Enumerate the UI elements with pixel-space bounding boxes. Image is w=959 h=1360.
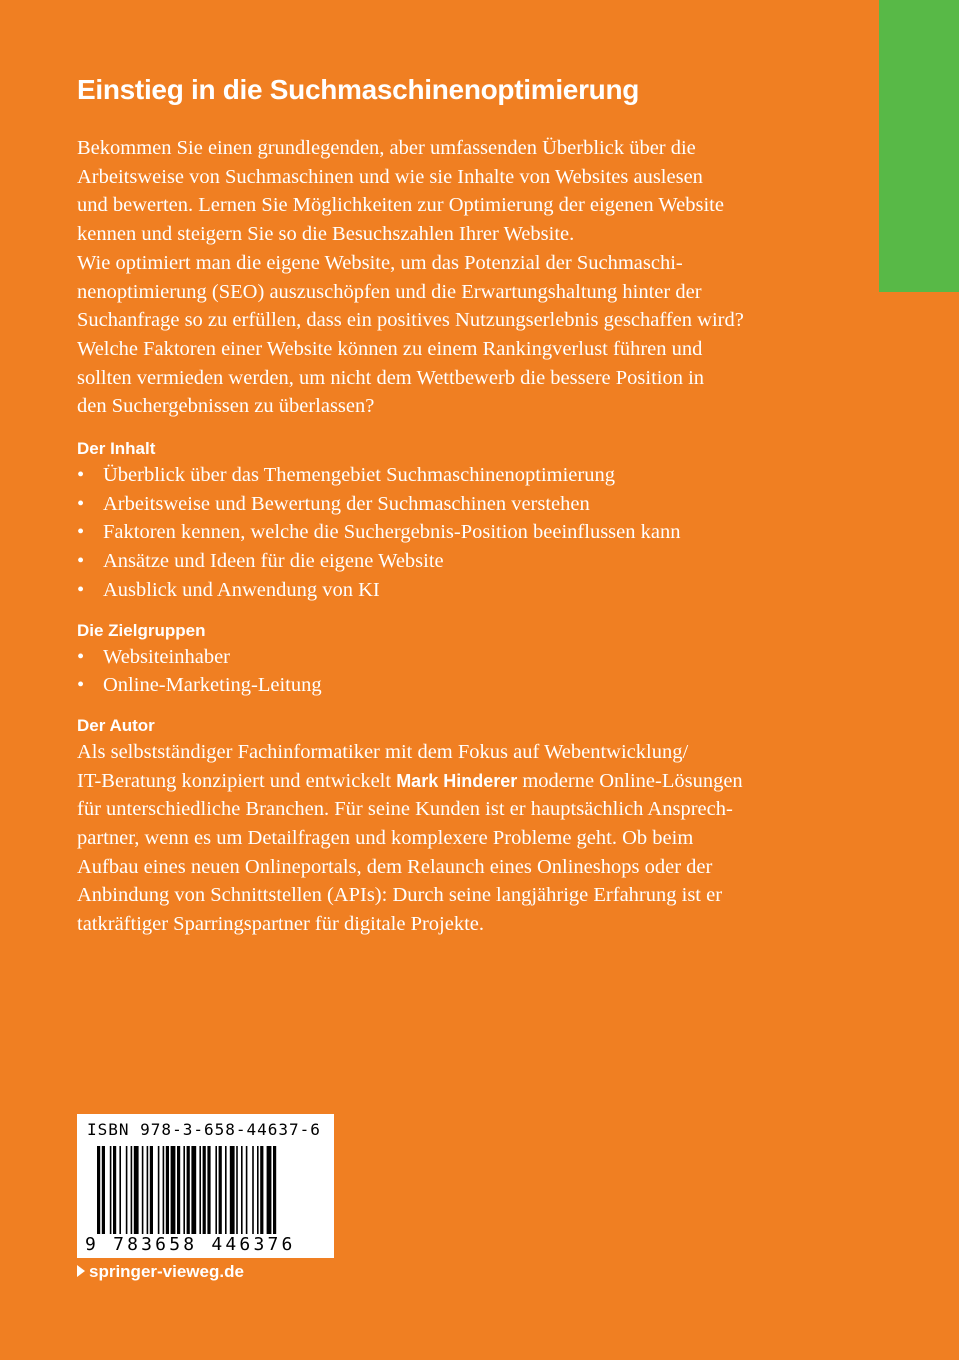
list-item: • Websiteinhaber — [77, 643, 807, 672]
intro-line: Welche Faktoren einer Website können zu einem Rankingverlust führen und — [77, 337, 703, 360]
list-item: • Ausblick und Anwendung von KI — [77, 576, 807, 605]
autor-line: tatkräftiger Sparringspartner für digitale Projekte. — [77, 913, 485, 936]
autor-line: Anbindung von Schnittstellen (APIs): Durch seine langjährige Erfahrung ist er — [77, 884, 723, 907]
author-name: Mark Hinderer — [396, 770, 518, 791]
barcode-bars-icon — [97, 1146, 323, 1234]
triangle-right-icon — [77, 1265, 85, 1277]
list-item: • Faktoren kennen, welche die Suchergebnis-Position beeinflussen kann — [77, 518, 807, 547]
intro-line: kennen und steigern Sie so die Besuchszahlen Ihrer Website. — [77, 223, 575, 246]
intro-line: den Suchergebnissen zu überlassen? — [77, 395, 375, 418]
intro-line: Arbeitsweise von Suchmaschinen und wie sie Inhalte von Websites auslesen — [77, 165, 703, 188]
isbn-barcode — [77, 1114, 334, 1258]
intro-line: Bekommen Sie einen grundlegenden, aber umfassenden Überblick über die — [77, 137, 696, 159]
list-item: • Überblick über das Themengebiet Suchmaschinenoptimierung — [77, 461, 807, 490]
intro-line: Suchanfrage so zu erfüllen, dass ein positives Nutzungserlebnis geschaffen wird? — [77, 309, 744, 332]
isbn-digits: 9 783658 446376 — [85, 1234, 296, 1255]
autor-line: Als selbstständiger Fachinformatiker mit dem Fokus auf Webentwicklung/ — [77, 740, 689, 763]
autor-heading: Der Autor — [77, 715, 155, 735]
list-item: • Arbeitsweise und Bewertung der Suchmaschinen verstehen — [77, 490, 807, 519]
autor-line: Aufbau eines neuen Onlineportals, dem Relaunch eines Onlineshops oder der — [77, 855, 713, 878]
autor-line: moderne Online-Lösungen — [517, 769, 743, 792]
book-title: Einstieg in die Suchmaschinenoptimierung — [77, 74, 640, 105]
intro-line: und bewerten. Lernen Sie Möglichkeiten zur Optimierung der eigenen Website — [77, 194, 724, 217]
intro-line: Wie optimiert man die eigene Website, um das Potenzial der Suchmaschi- — [77, 251, 683, 274]
autor-paragraph — [77, 738, 807, 939]
zielgruppen-heading: Die Zielgruppen — [77, 620, 206, 640]
publisher-link[interactable] — [77, 1262, 244, 1282]
inhalt-heading: Der Inhalt — [77, 439, 156, 459]
list-item: • Ansätze und Ideen für die eigene Website — [77, 547, 807, 576]
autor-line: partner, wenn es um Detailfragen und komplexere Probleme geht. Ob beim — [77, 827, 694, 850]
intro-line: sollten vermieden werden, um nicht dem Wettbewerb die bessere Position in — [77, 366, 705, 389]
zielgruppen-list — [77, 643, 807, 700]
intro-paragraph — [77, 134, 807, 421]
autor-line: IT-Beratung konzipiert und entwickelt — [77, 769, 397, 792]
autor-line: für unterschiedliche Branchen. Für seine Kunden ist er hauptsächlich Ansprech- — [77, 798, 733, 821]
green-color-tab — [879, 0, 959, 292]
inhalt-list — [77, 461, 807, 605]
isbn-label: ISBN 978-3-658-44637-6 — [87, 1120, 321, 1139]
intro-line: nenoptimierung (SEO) auszuschöpfen und die Erwartungshaltung hinter der — [77, 280, 702, 303]
publisher-url: springer-vieweg.de — [89, 1262, 244, 1281]
back-cover-text — [77, 72, 807, 939]
list-item: • Online-Marketing-Leitung — [77, 671, 807, 700]
